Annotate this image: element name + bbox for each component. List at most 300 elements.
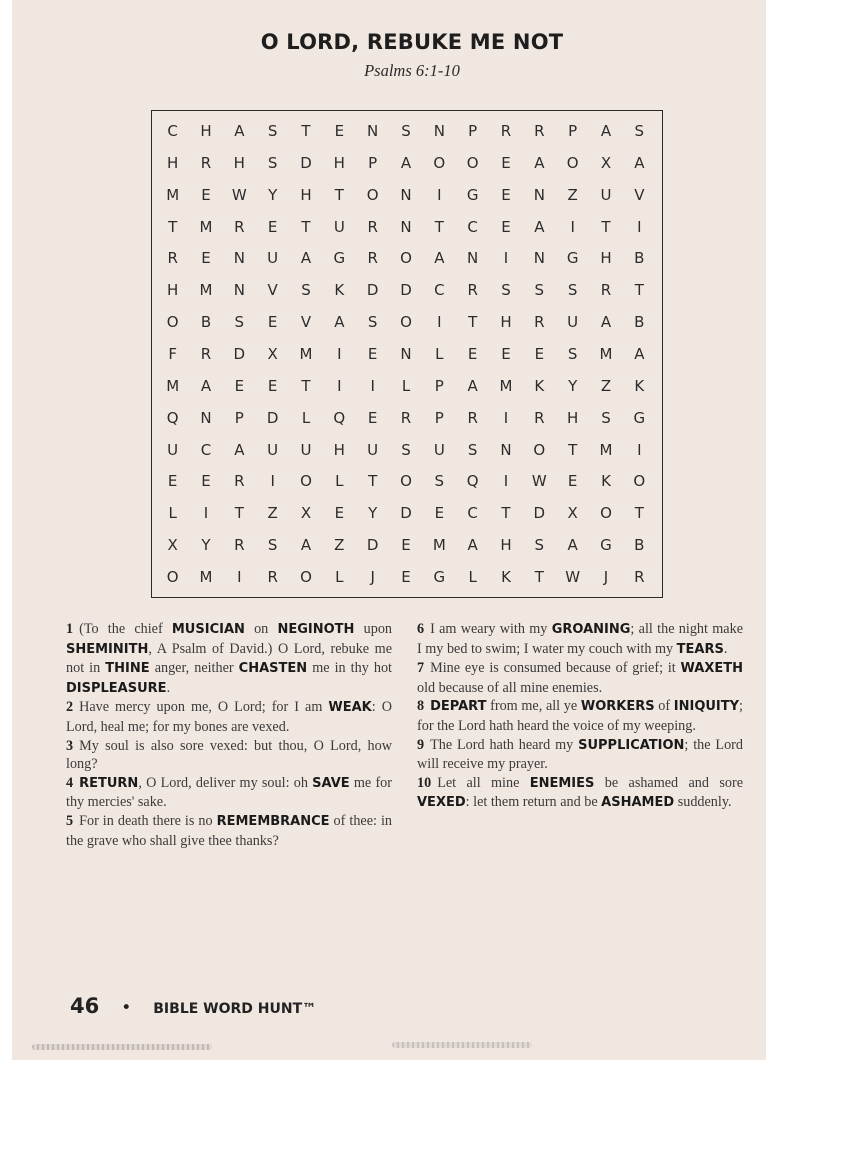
- grid-letter: H: [333, 153, 345, 172]
- grid-letter: O: [433, 153, 446, 172]
- search-keyword: VEXED: [417, 795, 466, 811]
- grid-letter: A: [234, 121, 245, 140]
- grid-letter: E: [201, 249, 211, 268]
- grid-letter: G: [433, 568, 446, 587]
- verse-5: [66, 812, 392, 850]
- grid-letter: E: [434, 504, 445, 523]
- grid-letter: S: [401, 440, 411, 459]
- grid-letter: A: [300, 249, 312, 268]
- grid-letter: E: [534, 344, 545, 363]
- grid-letter: G: [600, 536, 612, 555]
- grid-letter: O: [400, 249, 412, 268]
- search-keyword: WEAK: [328, 700, 372, 716]
- grid-letter: G: [333, 249, 346, 268]
- verse-number: 10: [417, 774, 432, 791]
- verse-number: 1: [66, 621, 74, 637]
- grid-letter: A: [400, 153, 412, 172]
- grid-letter: A: [534, 217, 545, 236]
- grid-letter: B: [634, 313, 645, 332]
- grid-letter: A: [234, 440, 245, 459]
- grid-letter: C: [200, 440, 212, 459]
- grid-letter: P: [568, 121, 578, 140]
- grid-letter: C: [167, 121, 178, 140]
- grid-letter: X: [600, 153, 612, 172]
- grid-letter: O: [400, 313, 412, 332]
- grid-letter: O: [533, 440, 546, 459]
- grid-letter: O: [300, 568, 312, 587]
- grid-letter: X: [267, 344, 278, 363]
- grid-letter: N: [467, 249, 479, 268]
- grid-letter: Z: [567, 185, 578, 204]
- verse-text: I am weary with my: [430, 621, 552, 637]
- search-keyword: SAVE: [312, 775, 350, 791]
- grid-letter: R: [400, 408, 412, 427]
- grid-letter: S: [567, 281, 578, 300]
- grid-letter: O: [300, 472, 312, 491]
- grid-letter: N: [533, 249, 545, 268]
- grid-letter: U: [167, 440, 179, 459]
- grid-letter: E: [367, 408, 378, 427]
- grid-letter: N: [400, 344, 412, 363]
- grid-letter: M: [299, 344, 313, 363]
- grid-letter: X: [567, 504, 578, 523]
- grid-letter: A: [467, 376, 478, 395]
- verse-text: anger, neither: [149, 660, 239, 677]
- grid-letter: J: [603, 568, 609, 587]
- grid-letter: N: [233, 249, 245, 268]
- grid-letter: P: [434, 376, 444, 395]
- grid-letter: T: [301, 121, 311, 140]
- grid-letter: E: [201, 185, 211, 204]
- grid-letter: T: [301, 376, 311, 395]
- grid-letter: O: [633, 472, 646, 491]
- grid-letter: I: [270, 472, 275, 491]
- grid-letter: T: [468, 313, 478, 332]
- verse-10: [417, 774, 743, 813]
- grid-letter: M: [199, 281, 213, 300]
- grid-letter: H: [567, 408, 579, 427]
- verse-number: 2: [66, 699, 74, 716]
- search-keyword: THINE: [105, 661, 150, 677]
- verse-text: (To the chief: [79, 621, 172, 637]
- grid-letter: R: [600, 281, 612, 300]
- grid-letter: T: [301, 217, 311, 236]
- verse-text: , A Psalm of David.) O Lord, rebuke me not in: [66, 640, 392, 677]
- scripture-reference: Psalms 6:1-10: [364, 61, 460, 80]
- grid-letter: R: [534, 313, 545, 332]
- verse-3: [66, 737, 392, 774]
- search-keyword: DEPART: [430, 699, 487, 715]
- grid-letter: B: [634, 249, 645, 268]
- grid-letter: R: [367, 217, 378, 236]
- grid-letter: O: [366, 185, 379, 204]
- search-keyword: INIQUITY: [673, 699, 740, 715]
- grid-letter: E: [567, 472, 578, 491]
- grid-letter: E: [167, 472, 178, 491]
- grid-letter: E: [501, 153, 511, 172]
- grid-letter: E: [234, 376, 245, 395]
- grid-letter: U: [333, 217, 345, 236]
- grid-letter: K: [634, 376, 645, 395]
- grid-letter: E: [401, 536, 411, 555]
- grid-letter: R: [200, 153, 212, 172]
- verse-text: The Lord hath heard my: [430, 736, 579, 753]
- grid-letter: R: [200, 344, 212, 363]
- grid-letter: S: [267, 536, 278, 555]
- grid-letter: B: [200, 313, 212, 332]
- search-keyword: WAXETH: [680, 661, 743, 677]
- verse-7: [417, 659, 743, 697]
- grid-letter: S: [634, 121, 645, 140]
- grid-letter: M: [166, 185, 180, 204]
- grid-letter: T: [601, 217, 611, 236]
- grid-letter: T: [501, 504, 511, 523]
- verse-text: .: [166, 679, 171, 696]
- grid-letter: D: [233, 344, 246, 363]
- grid-letter: K: [601, 472, 611, 491]
- grid-letter: H: [167, 153, 179, 172]
- grid-letter: F: [168, 344, 177, 363]
- verse-text: upon: [354, 621, 393, 637]
- grid-letter: U: [300, 440, 312, 459]
- grid-letter: S: [501, 281, 511, 300]
- page-footer: [70, 994, 316, 1018]
- grid-letter: W: [565, 568, 581, 587]
- grid-letter: V: [267, 281, 278, 300]
- grid-letter: R: [467, 281, 478, 300]
- grid-letter: I: [203, 504, 209, 523]
- verse-text: be ashamed and sore: [594, 774, 743, 791]
- verse-text: Let all mine: [437, 774, 530, 791]
- grid-letter: E: [501, 185, 511, 204]
- grid-letter: C: [467, 504, 478, 523]
- grid-letter: S: [401, 121, 411, 140]
- search-keyword: NEGINOTH: [277, 622, 355, 637]
- scan-smudge: [392, 1042, 532, 1048]
- grid-letter: D: [300, 153, 312, 172]
- grid-letter: Y: [368, 504, 378, 523]
- grid-letter: D: [533, 504, 546, 523]
- grid-letter: R: [534, 121, 545, 140]
- grid-letter: T: [568, 440, 578, 459]
- grid-letter: O: [166, 568, 179, 587]
- grid-letter: L: [335, 472, 344, 491]
- grid-letter: O: [466, 153, 479, 172]
- grid-letter: R: [367, 249, 378, 268]
- grid-letter: E: [501, 344, 511, 363]
- grid-letter: S: [534, 536, 545, 555]
- grid-letter: Q: [466, 472, 479, 491]
- verses-left-column: [66, 620, 392, 850]
- grid-letter: L: [468, 568, 477, 587]
- grid-letter: R: [634, 568, 645, 587]
- search-keyword: SUPPLICATION: [578, 737, 685, 753]
- grid-letter: E: [334, 504, 345, 523]
- grid-letter: N: [400, 185, 412, 204]
- grid-letter: A: [634, 344, 645, 363]
- search-keyword: DISPLEASURE: [66, 680, 167, 696]
- grid-letter: K: [501, 568, 511, 587]
- grid-letter: C: [434, 281, 445, 300]
- grid-letter: I: [237, 568, 242, 587]
- grid-letter: Y: [268, 185, 278, 204]
- grid-letter: S: [601, 408, 611, 427]
- grid-letter: O: [400, 472, 412, 491]
- grid-letter: H: [167, 281, 179, 300]
- grid-letter: E: [501, 217, 511, 236]
- grid-letter: P: [434, 408, 444, 427]
- grid-letter: O: [166, 313, 179, 332]
- search-keyword: ASHAMED: [601, 795, 675, 811]
- grid-letter: Y: [201, 536, 211, 555]
- grid-letter: I: [503, 408, 509, 427]
- grid-letter: D: [266, 408, 279, 427]
- verse-9: [417, 736, 743, 774]
- grid-letter: E: [467, 344, 478, 363]
- grid-letter: I: [570, 217, 575, 236]
- verse-text: old because of all mine enemies.: [417, 679, 603, 696]
- grid-letter: T: [368, 472, 378, 491]
- verse-text: from me, all ye: [486, 698, 581, 715]
- grid-letter: E: [334, 121, 345, 140]
- grid-letter: I: [370, 376, 375, 395]
- grid-letter: E: [267, 313, 278, 332]
- verse-text: : let them return and be: [465, 794, 602, 811]
- grid-letter: J: [370, 568, 375, 587]
- grid-letter: D: [400, 504, 412, 523]
- verse-number: 7: [417, 660, 425, 677]
- grid-letter: M: [166, 376, 180, 395]
- search-keyword: MUSICIAN: [171, 622, 245, 637]
- book-page: [12, 0, 766, 1060]
- grid-letter: T: [634, 504, 644, 523]
- verse-1: [66, 620, 392, 698]
- grid-letter: C: [467, 217, 478, 236]
- verse-text: of: [654, 698, 674, 715]
- verse-text: me in thy hot: [307, 660, 392, 677]
- search-keyword: RETURN: [79, 775, 139, 791]
- grid-letter: V: [634, 185, 645, 204]
- grid-letter: I: [437, 313, 442, 332]
- grid-letter: A: [534, 153, 545, 172]
- grid-letter: L: [168, 504, 177, 523]
- grid-letter: A: [567, 536, 578, 555]
- grid-letter: D: [366, 281, 379, 300]
- grid-letter: T: [534, 568, 544, 587]
- grid-letter: A: [300, 536, 312, 555]
- grid-letter: L: [301, 408, 311, 427]
- grid-letter: Q: [333, 408, 346, 427]
- grid-letter: R: [267, 568, 278, 587]
- book-title: BIBLE WORD HUNT™: [153, 1001, 317, 1017]
- verse-2: [66, 698, 392, 736]
- grid-letter: O: [600, 504, 612, 523]
- grid-letter: Z: [600, 376, 612, 395]
- grid-letter: Y: [568, 376, 578, 395]
- grid-letter: U: [600, 185, 612, 204]
- verse-4: [66, 774, 392, 812]
- grid-letter: S: [267, 121, 278, 140]
- grid-letter: R: [167, 249, 178, 268]
- grid-letter: X: [300, 504, 312, 523]
- grid-letter: R: [500, 121, 512, 140]
- grid-letter: U: [433, 440, 445, 459]
- grid-letter: S: [301, 281, 311, 300]
- grid-letter: U: [267, 249, 279, 268]
- grid-letter: I: [637, 217, 642, 236]
- grid-letter: E: [267, 217, 278, 236]
- grid-letter: M: [599, 440, 613, 459]
- grid-letter: I: [337, 376, 342, 395]
- grid-letter: E: [401, 568, 411, 587]
- grid-letter: W: [531, 472, 547, 491]
- grid-letter: A: [200, 376, 212, 395]
- grid-letter: M: [432, 536, 446, 555]
- search-keyword: SHEMINITH: [66, 641, 149, 657]
- verse-text: For in death there is no: [79, 812, 217, 829]
- verse-text: ; for the Lord hath heard the voice of my weeping.: [417, 698, 743, 734]
- grid-letter: R: [234, 217, 245, 236]
- verse-number: 3: [66, 737, 74, 754]
- verses-right-column: [417, 620, 743, 813]
- grid-letter: T: [168, 217, 178, 236]
- grid-letter: I: [503, 249, 509, 268]
- grid-letter: S: [434, 472, 445, 491]
- grid-letter: E: [201, 472, 211, 491]
- grid-letter: X: [167, 536, 178, 555]
- grid-letter: P: [468, 121, 478, 140]
- grid-letter: T: [234, 504, 244, 523]
- grid-letter: I: [437, 185, 442, 204]
- grid-letter: T: [334, 185, 344, 204]
- grid-letter: H: [500, 536, 512, 555]
- grid-letter: N: [433, 121, 445, 140]
- verse-text: Have mercy upon me, O Lord; for I am: [79, 699, 329, 716]
- page-number: 46: [70, 994, 100, 1018]
- grid-letter: P: [234, 408, 244, 427]
- grid-letter: M: [499, 376, 513, 395]
- grid-letter: A: [467, 536, 478, 555]
- grid-letter: Z: [267, 504, 278, 523]
- grid-letter: L: [435, 344, 444, 363]
- search-keyword: GROANING: [551, 622, 631, 637]
- grid-letter: R: [467, 408, 478, 427]
- grid-letter: S: [267, 153, 278, 172]
- grid-letter: H: [333, 440, 345, 459]
- grid-letter: E: [267, 376, 278, 395]
- search-keyword: WORKERS: [580, 699, 655, 715]
- grid-letter: S: [367, 313, 378, 332]
- grid-letter: U: [267, 440, 279, 459]
- grid-letter: N: [400, 217, 412, 236]
- grid-letter: L: [335, 568, 344, 587]
- grid-letter: A: [334, 313, 345, 332]
- grid-letter: T: [434, 217, 444, 236]
- verse-text: suddenly.: [674, 794, 732, 811]
- grid-letter: I: [337, 344, 342, 363]
- grid-letter: N: [233, 281, 245, 300]
- verse-text: : O Lord, heal me; for my bones are vexed.: [66, 699, 392, 735]
- grid-letter: G: [566, 249, 579, 268]
- verse-number: 5: [66, 812, 74, 829]
- footer-bullet: •: [121, 998, 132, 1018]
- verse-number: 4: [66, 774, 74, 791]
- verse-number: 9: [417, 736, 425, 753]
- grid-letter: P: [368, 153, 378, 172]
- verse-text: ; the Lord will receive my prayer.: [417, 736, 743, 773]
- grid-letter: A: [600, 313, 612, 332]
- grid-letter: B: [634, 536, 645, 555]
- verse-8: [417, 697, 743, 735]
- grid-letter: D: [400, 281, 412, 300]
- grid-letter: H: [200, 121, 212, 140]
- grid-letter: R: [534, 408, 545, 427]
- verse-text: , O Lord, deliver my soul: oh: [138, 774, 313, 791]
- grid-letter: I: [637, 440, 642, 459]
- grid-letter: S: [467, 440, 478, 459]
- grid-letter: I: [503, 472, 509, 491]
- grid-letter: M: [199, 217, 213, 236]
- grid-letter: N: [367, 121, 379, 140]
- verse-text: of thee: in the grave who shall give thee thanks?: [66, 812, 392, 849]
- grid-letter: S: [567, 344, 578, 363]
- grid-letter: H: [500, 313, 512, 332]
- grid-letter: T: [634, 281, 644, 300]
- grid-letter: S: [234, 313, 245, 332]
- grid-letter: M: [199, 568, 213, 587]
- verse-text: on: [244, 621, 278, 637]
- grid-letter: R: [234, 472, 245, 491]
- grid-letter: N: [533, 185, 545, 204]
- verse-6: [417, 620, 743, 659]
- grid-letter: L: [401, 376, 411, 395]
- verse-number: 8: [417, 698, 425, 715]
- grid-letter: D: [366, 536, 379, 555]
- grid-letter: V: [300, 313, 312, 332]
- grid-letter: K: [334, 281, 345, 300]
- grid-letter: E: [367, 344, 378, 363]
- search-keyword: REMEMBRANCE: [216, 813, 330, 829]
- grid-letter: N: [200, 408, 212, 427]
- grid-letter: Q: [166, 408, 179, 427]
- grid-letter: G: [466, 185, 479, 204]
- verse-text: .: [723, 640, 728, 657]
- search-keyword: TEARS: [676, 641, 724, 657]
- scan-smudge: [32, 1044, 212, 1050]
- grid-letter: H: [300, 185, 312, 204]
- verse-number: 6: [417, 621, 425, 637]
- word-search-grid: [151, 110, 663, 598]
- grid-letter: S: [534, 281, 545, 300]
- grid-letter: R: [234, 536, 245, 555]
- grid-letter: H: [600, 249, 612, 268]
- page-title: O LORD, REBUKE ME NOT: [260, 30, 564, 54]
- search-keyword: CHASTEN: [238, 661, 308, 677]
- verse-text: me for thy mercies' sake.: [66, 774, 392, 811]
- verse-text: ; all the night make I my bed to swim; I water my couch with my: [417, 621, 743, 657]
- grid-letter: H: [233, 153, 245, 172]
- search-keyword: ENEMIES: [529, 775, 595, 791]
- grid-letter: A: [434, 249, 445, 268]
- grid-letter: G: [633, 408, 646, 427]
- grid-letter: O: [566, 153, 579, 172]
- grid-letter: W: [231, 185, 247, 204]
- verse-text: Mine eye is consumed because of grief; it: [430, 660, 681, 677]
- grid-letter: K: [534, 376, 545, 395]
- grid-letter: A: [600, 121, 612, 140]
- grid-letter: Z: [334, 536, 345, 555]
- grid-letter: A: [634, 153, 645, 172]
